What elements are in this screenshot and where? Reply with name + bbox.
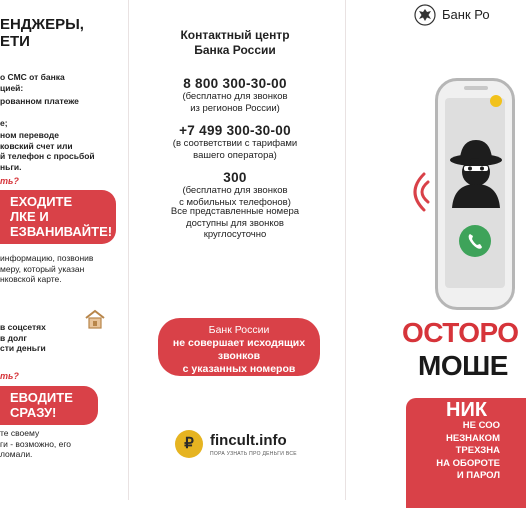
fincult-site-link[interactable]: fincult.info bbox=[210, 432, 287, 449]
left-heading-line-1: ЕНДЖЕРЫ, bbox=[0, 16, 84, 33]
warning-title-line-1: ОСТОРО bbox=[402, 317, 519, 348]
answer-call-button[interactable] bbox=[459, 225, 491, 257]
phone-number[interactable]: 300 bbox=[223, 170, 247, 185]
warning-red-line: НЕ СОО bbox=[462, 420, 500, 431]
fraudster-silhouette-icon bbox=[448, 138, 504, 208]
left-paragraph-line: сти деньги bbox=[0, 343, 46, 353]
left-bullet-line: рованном платеже bbox=[0, 96, 79, 106]
left-paragraph-2 bbox=[0, 322, 46, 354]
left-bullet-line: ном переводе bbox=[0, 130, 59, 140]
phone-speaker bbox=[464, 86, 488, 90]
phone-block-1 bbox=[140, 76, 330, 114]
pill-line: с указанных номеров bbox=[182, 363, 296, 375]
phone-handset-icon bbox=[459, 225, 491, 257]
contact-center-heading-line: Контактный центр bbox=[180, 28, 290, 42]
phone-number[interactable]: +7 499 300-30-00 bbox=[179, 123, 291, 138]
left-bullet-1 bbox=[0, 96, 79, 107]
pill-line: Банк России bbox=[208, 324, 270, 336]
left-intro bbox=[0, 72, 65, 93]
phone-number[interactable]: 8 800 300-30-00 bbox=[183, 76, 287, 91]
left-banner-line: ЛКЕ И bbox=[10, 209, 49, 224]
phone-note: (бесплатно для звонков bbox=[182, 185, 288, 196]
left-paragraph-line: меру, который указан bbox=[0, 263, 85, 274]
phone-note: из регионов России) bbox=[190, 102, 280, 114]
left-bullet-line: е; bbox=[0, 118, 8, 128]
left-paragraph-line: те своему bbox=[0, 428, 40, 438]
no-outgoing-calls-pill bbox=[158, 318, 320, 376]
contact-center-heading-line: Банка России bbox=[194, 43, 276, 57]
left-banner-line: ЕХОДИТЕ bbox=[10, 194, 73, 209]
warning-red-line: НЕЗНАКОМ bbox=[446, 432, 500, 444]
bank-eagle-logo-icon bbox=[414, 4, 436, 26]
ruble-coin-icon: ₽ bbox=[175, 430, 203, 458]
notification-dot bbox=[490, 95, 502, 107]
left-banner-1 bbox=[0, 190, 116, 244]
warning-title-line-2: МОШЕ bbox=[418, 350, 508, 381]
left-paragraph-line: ги - возможно, его bbox=[0, 438, 72, 449]
availability-note bbox=[140, 206, 330, 241]
left-paragraph-line: в долг bbox=[0, 332, 27, 343]
left-heading-line-2: ЕТИ bbox=[0, 33, 30, 50]
left-bullet-3 bbox=[0, 130, 95, 172]
phone-note: (бесплатно для звонков bbox=[182, 91, 288, 102]
left-bullet-line: ковский счет или bbox=[0, 140, 73, 151]
left-bullet-line: ньги. bbox=[0, 161, 22, 172]
warning-red-line: И ПАРОЛ bbox=[456, 470, 500, 481]
left-paragraph-line: информацию, позвонив bbox=[0, 253, 94, 263]
availability-line: доступны для звонков bbox=[186, 217, 284, 229]
phone-block-2 bbox=[140, 123, 330, 161]
warning-red-heading: НИК bbox=[446, 399, 488, 421]
left-paragraph-line: ломали. bbox=[0, 449, 33, 459]
phone-block-3 bbox=[140, 170, 330, 208]
fold-divider-right bbox=[345, 0, 346, 500]
warning-red-text bbox=[406, 420, 500, 483]
left-banner-2 bbox=[0, 386, 98, 425]
left-banner-line: ЕВОДИТЕ bbox=[10, 390, 73, 405]
pill-line: не совершает исходящих bbox=[172, 337, 306, 349]
warning-red-line: ТРЕХЗНА bbox=[455, 445, 500, 456]
pill-line: звонков bbox=[217, 350, 261, 362]
left-paragraph-line: в соцсетях bbox=[0, 322, 46, 332]
contact-center-heading bbox=[140, 28, 330, 58]
left-heading bbox=[0, 16, 120, 50]
left-intro-line: цией: bbox=[0, 82, 24, 93]
left-paragraph-1 bbox=[0, 253, 93, 285]
left-bullet-2 bbox=[0, 118, 8, 129]
bank-house-icon bbox=[84, 308, 106, 330]
left-question-1: ть? bbox=[0, 176, 19, 186]
phone-note: с мобильных телефонов) bbox=[179, 196, 291, 208]
left-intro-line: о СМС от банка bbox=[0, 72, 65, 82]
left-question-2: ть? bbox=[0, 371, 19, 381]
fincult-slogan: ПОРА УЗНАТЬ ПРО ДЕНЬГИ ВСЕ bbox=[210, 451, 297, 457]
ringing-waves-icon bbox=[400, 168, 430, 216]
bank-logo-text: Банк Ро bbox=[442, 7, 490, 22]
warning-red-line: НА ОБОРОТЕ bbox=[436, 457, 500, 469]
left-paragraph-line: нковской карте. bbox=[0, 274, 62, 284]
phone-note: вашего оператора) bbox=[193, 149, 277, 161]
fold-divider-left bbox=[128, 0, 129, 500]
left-bullet-line: й телефон с просьбой bbox=[0, 151, 95, 161]
phone-note: (в соответствии с тарифами bbox=[172, 138, 298, 149]
availability-line: круглосуточно bbox=[203, 229, 267, 240]
left-paragraph-3 bbox=[0, 428, 71, 460]
availability-line: Все представленные номера bbox=[170, 206, 300, 217]
left-banner-line: ЕЗВАНИВАЙТЕ! bbox=[10, 224, 113, 239]
left-banner-line: СРАЗУ! bbox=[10, 405, 57, 420]
